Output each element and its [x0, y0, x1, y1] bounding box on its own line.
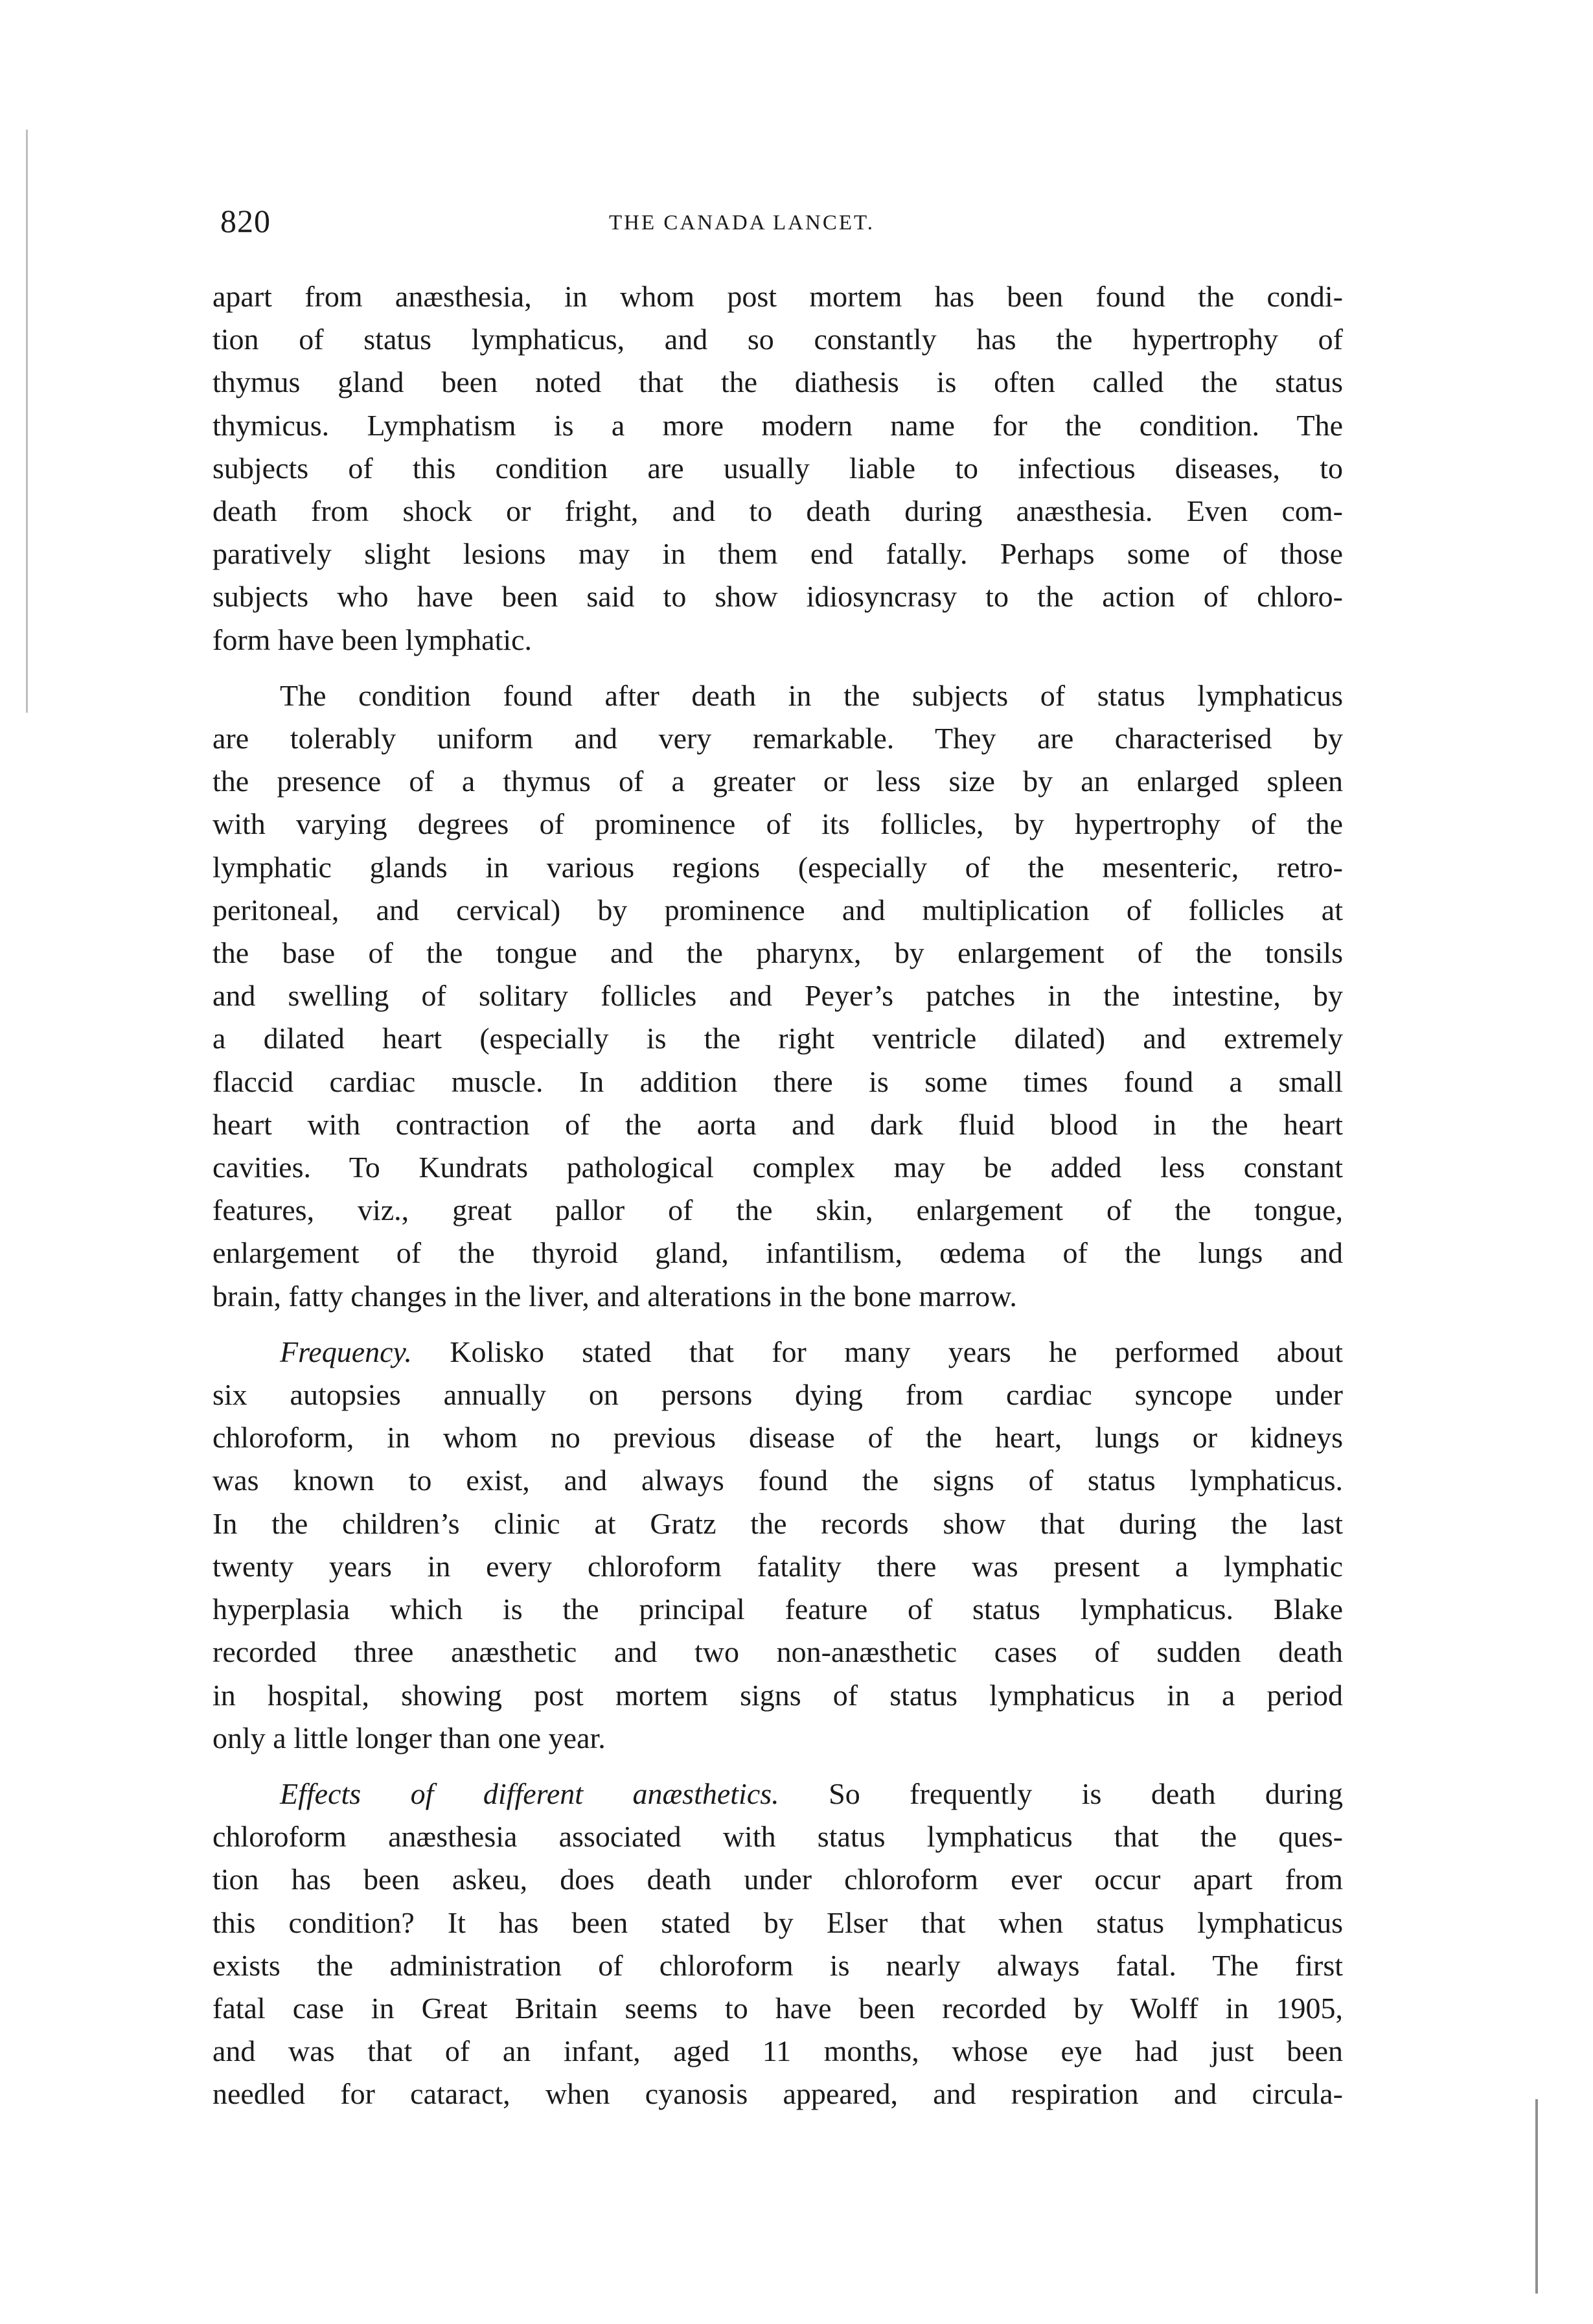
paragraph-frequency [212, 1331, 1343, 1760]
text-line: needled for cataract, when cyanosis appeared, and respiration and circula- [212, 2077, 1343, 2111]
text-line: peritoneal, and cervical) by prominence and multiplication of follicles at [212, 893, 1343, 926]
text-line: tion has been askeu, does death under chloroform ever occur apart from [212, 1863, 1343, 1896]
text-line: only a little longer than one year. [212, 1721, 606, 1755]
text-line: thymicus. Lymphatism is a more modern name for the condition. The [212, 408, 1343, 442]
text-line: lymphatic glands in various regions (especially of the mesenteric, retro- [212, 850, 1343, 884]
text-line: the presence of a thymus of a greater or less size by an enlarged spleen [212, 765, 1343, 798]
scan-mark-left [26, 130, 28, 713]
text-line: paratively slight lesions may in them end fatally. Perhaps some of those [212, 537, 1343, 571]
paragraph-post-mortem-conditions [212, 674, 1343, 1318]
text-line: features, viz., great pallor of the skin, enlargement of the tongue, [212, 1193, 1343, 1227]
text-line: six autopsies annually on persons dying from cardiac syncope under [212, 1378, 1343, 1412]
text-line: flaccid cardiac muscle. In addition there is some times found a small [212, 1064, 1343, 1098]
text-line: subjects who have been said to show idiosyncrasy to the action of chloro- [212, 580, 1343, 614]
text-line: chloroform anæsthesia associated with status lymphaticus that the ques- [212, 1820, 1343, 1854]
text-line: hyperplasia which is the principal feature of status lymphaticus. Blake [212, 1593, 1343, 1626]
text-line: In the children’s clinic at Gratz the records show that during the last [212, 1506, 1343, 1540]
page-number: 820 [220, 203, 271, 239]
section-heading-effects: Effects of different anæsthetics. [280, 1777, 779, 1810]
scan-mark-right [1535, 2099, 1538, 2294]
text-line: brain, fatty changes in the liver, and alterations in the bone marrow. [212, 1279, 1017, 1313]
text-line: enlargement of the thyroid gland, infantilism, œdema of the lungs and [212, 1236, 1343, 1270]
paragraph-status-lymphaticus-intro [212, 275, 1343, 662]
text-line: was known to exist, and always found the signs of status lymphaticus. [212, 1464, 1343, 1497]
text-line: death from shock or fright, and to death during anæsthesia. Even com- [212, 494, 1343, 528]
text-line-content: So frequently is death during [779, 1777, 1344, 1810]
text-line: apart from anæsthesia, in whom post mortem has been found the condi- [212, 280, 1343, 313]
text-line: in hospital, showing post mortem signs of status lymphaticus in a period [212, 1678, 1343, 1712]
text-line: heart with contraction of the aorta and dark fluid blood in the heart [212, 1107, 1343, 1141]
text-line: the base of the tongue and the pharynx, by enlargement of the tonsils [212, 936, 1343, 970]
text-line: this condition? It has been stated by Elser that when status lymphaticus [212, 1905, 1343, 1939]
paragraph-effects-of-anaesthetics [212, 1773, 1343, 2116]
article-body [212, 275, 1343, 2116]
text-line: are tolerably uniform and very remarkable. They are characterised by [212, 722, 1343, 755]
text-line: exists the administration of chloroform is nearly always fatal. The first [212, 1948, 1343, 1982]
text-line: with varying degrees of prominence of its follicles, by hypertrophy of the [212, 807, 1343, 841]
text-line: recorded three anæsthetic and two non-anæsthetic cases of sudden death [212, 1635, 1343, 1669]
text-line: chloroform, in whom no previous disease of the heart, lungs or kidneys [212, 1421, 1343, 1455]
section-heading-frequency: Frequency. [280, 1335, 412, 1368]
text-line: and was that of an infant, aged 11 months, whose eye had just been [212, 2034, 1343, 2068]
text-line: subjects of this condition are usually liable to infectious diseases, to [212, 451, 1343, 485]
text-line: fatal case in Great Britain seems to have been recorded by Wolff in 1905, [212, 1991, 1343, 2025]
text-line-content: Kolisko stated that for many years he performed about [411, 1335, 1343, 1368]
text-line [212, 1773, 1343, 1815]
text-line: a dilated heart (especially is the right ventricle dilated) and extremely [212, 1022, 1343, 1055]
text-line: twenty years in every chloroform fatality there was present a lymphatic [212, 1549, 1343, 1583]
text-line: and swelling of solitary follicles and Peyer’s patches in the intestine, by [212, 979, 1343, 1013]
running-head: THE CANADA LANCET. [609, 211, 875, 235]
text-line: tion of status lymphaticus, and so constantly has the hypertrophy of [212, 323, 1343, 356]
text-line [212, 1331, 1343, 1374]
text-line: The condition found after death in the subjects of status lymphaticus [280, 678, 1343, 712]
text-line: cavities. To Kundrats pathological complex may be added less constant [212, 1151, 1343, 1184]
text-line: thymus gland been noted that the diathesis is often called the status [212, 365, 1343, 399]
text-line: form have been lymphatic. [212, 623, 533, 656]
